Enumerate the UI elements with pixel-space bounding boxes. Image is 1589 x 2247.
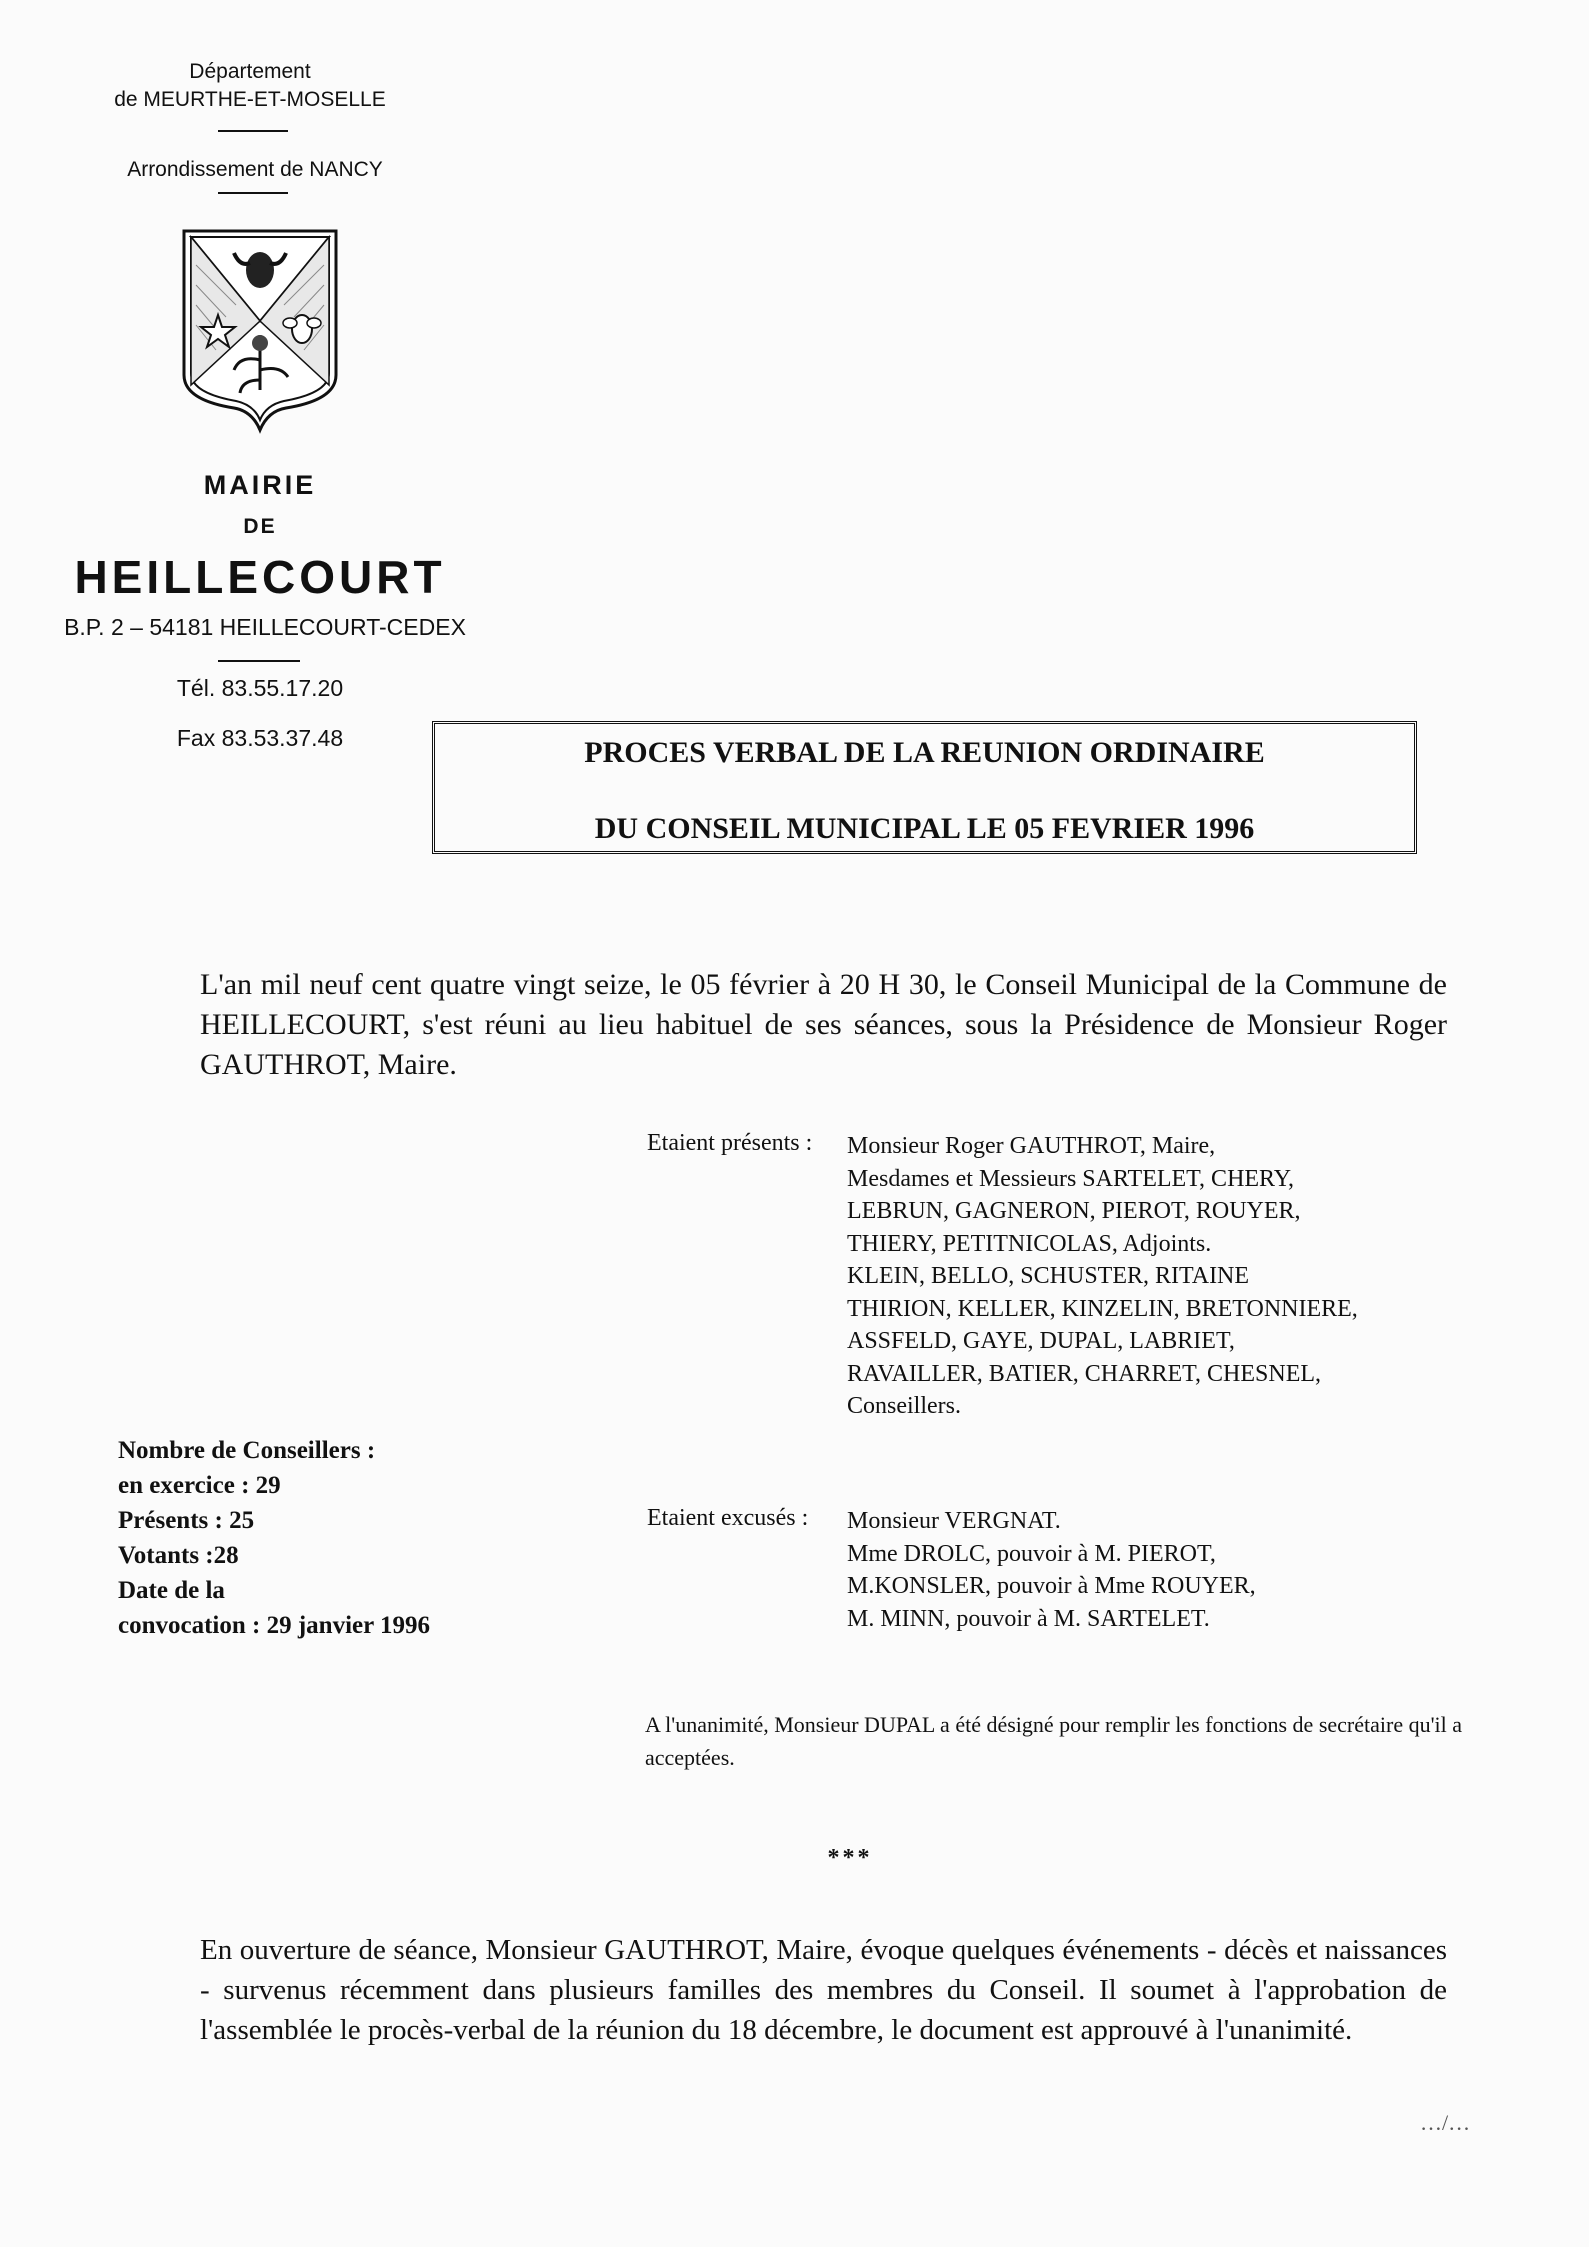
list-item: RAVAILLER, BATIER, CHARRET, CHESNEL,: [847, 1360, 1322, 1387]
list-item: Mme DROLC, pouvoir à M. PIEROT,: [847, 1540, 1216, 1567]
count-votants: Votants :28: [118, 1542, 239, 1569]
convocation-date: convocation : 29 janvier 1996: [118, 1612, 431, 1639]
title-line-1: PROCES VERBAL DE LA REUNION ORDINAIRE: [584, 736, 1265, 769]
divider: [218, 660, 300, 662]
list-item: M.KONSLER, pouvoir à Mme ROUYER,: [847, 1573, 1256, 1599]
de-label: DE: [243, 515, 277, 538]
telephone: Tél. 83.55.17.20: [176, 675, 344, 701]
date-label: Date de la: [118, 1577, 225, 1604]
town-name: HEILLECOURT: [74, 551, 446, 603]
list-item: Monsieur VERGNAT.: [847, 1508, 1061, 1534]
excuses-label: Etaient excusés :: [647, 1505, 809, 1531]
divider: [218, 192, 288, 194]
fax: Fax 83.53.37.48: [176, 725, 344, 751]
list-item: THIRION, KELLER, KINZELIN, BRETONNIERE,: [847, 1295, 1358, 1322]
presents-list: [847, 1130, 1467, 1423]
list-item: Conseillers.: [847, 1393, 961, 1419]
postal-address: B.P. 2 – 54181 HEILLECOURT-CEDEX: [64, 614, 466, 640]
department-label: [100, 58, 400, 114]
presents-label: Etaient présents :: [647, 1130, 813, 1156]
excuses-list: [847, 1505, 1467, 1635]
list-item: LEBRUN, GAGNERON, PIEROT, ROUYER,: [847, 1198, 1301, 1224]
count-exercice: en exercice : 29: [118, 1472, 281, 1499]
divider: [218, 130, 288, 132]
title-line-2: DU CONSEIL MUNICIPAL LE 05 FEVRIER 1996: [594, 812, 1255, 845]
arrondissement-label: Arrondissement de NANCY: [127, 158, 383, 181]
council-counts: [118, 1433, 518, 1643]
department-line-2: de MEURTHE-ET-MOSELLE: [114, 88, 386, 111]
counts-heading: Nombre de Conseillers :: [118, 1437, 376, 1464]
department-line-1: Département: [189, 60, 311, 83]
list-item: KLEIN, BELLO, SCHUSTER, RITAINE: [847, 1263, 1250, 1289]
intro-paragraph: L'an mil neuf cent quatre vingt seize, le 05 février à 20 H 30, le Conseil Municipal de la Commune de HEILLECOURT, s'est réuni au lieu habituel de ses séances, sous la Présidence de Monsieur Roger GAUTHROT, Maire.: [200, 968, 1447, 1081]
document-title-box: [432, 721, 1417, 854]
list-item: THIERY, PETITNICOLAS, Adjoints.: [847, 1230, 1212, 1257]
list-item: M. MINN, pouvoir à M. SARTELET.: [847, 1605, 1210, 1632]
secretary-paragraph: A l'unanimité, Monsieur DUPAL a été désigné pour remplir les fonctions de secrétaire qu'il a acceptées.: [645, 1712, 1463, 1770]
count-presents: Présents : 25: [118, 1507, 255, 1534]
closing-paragraph: En ouverture de séance, Monsieur GAUTHROT, Maire, évoque quelques événements - décès et naissances - survenus récemment dans plusieurs familles des membres du Conseil. Il soumet à l'approbation de l'assemblée le procès-verbal de la réunion du 18 décembre, le document est approuvé à l'unanimité.: [200, 1934, 1447, 2046]
coat-of-arms-icon: [176, 225, 344, 435]
list-item: ASSFELD, GAYE, DUPAL, LABRIET,: [847, 1328, 1235, 1354]
list-item: Mesdames et Messieurs SARTELET, CHERY,: [847, 1165, 1294, 1192]
mairie-label: MAIRIE: [203, 470, 317, 500]
list-item: Monsieur Roger GAUTHROT, Maire,: [847, 1133, 1216, 1159]
continued-marker: …/…: [1420, 2110, 1471, 2135]
section-separator: ***: [827, 1845, 873, 1871]
